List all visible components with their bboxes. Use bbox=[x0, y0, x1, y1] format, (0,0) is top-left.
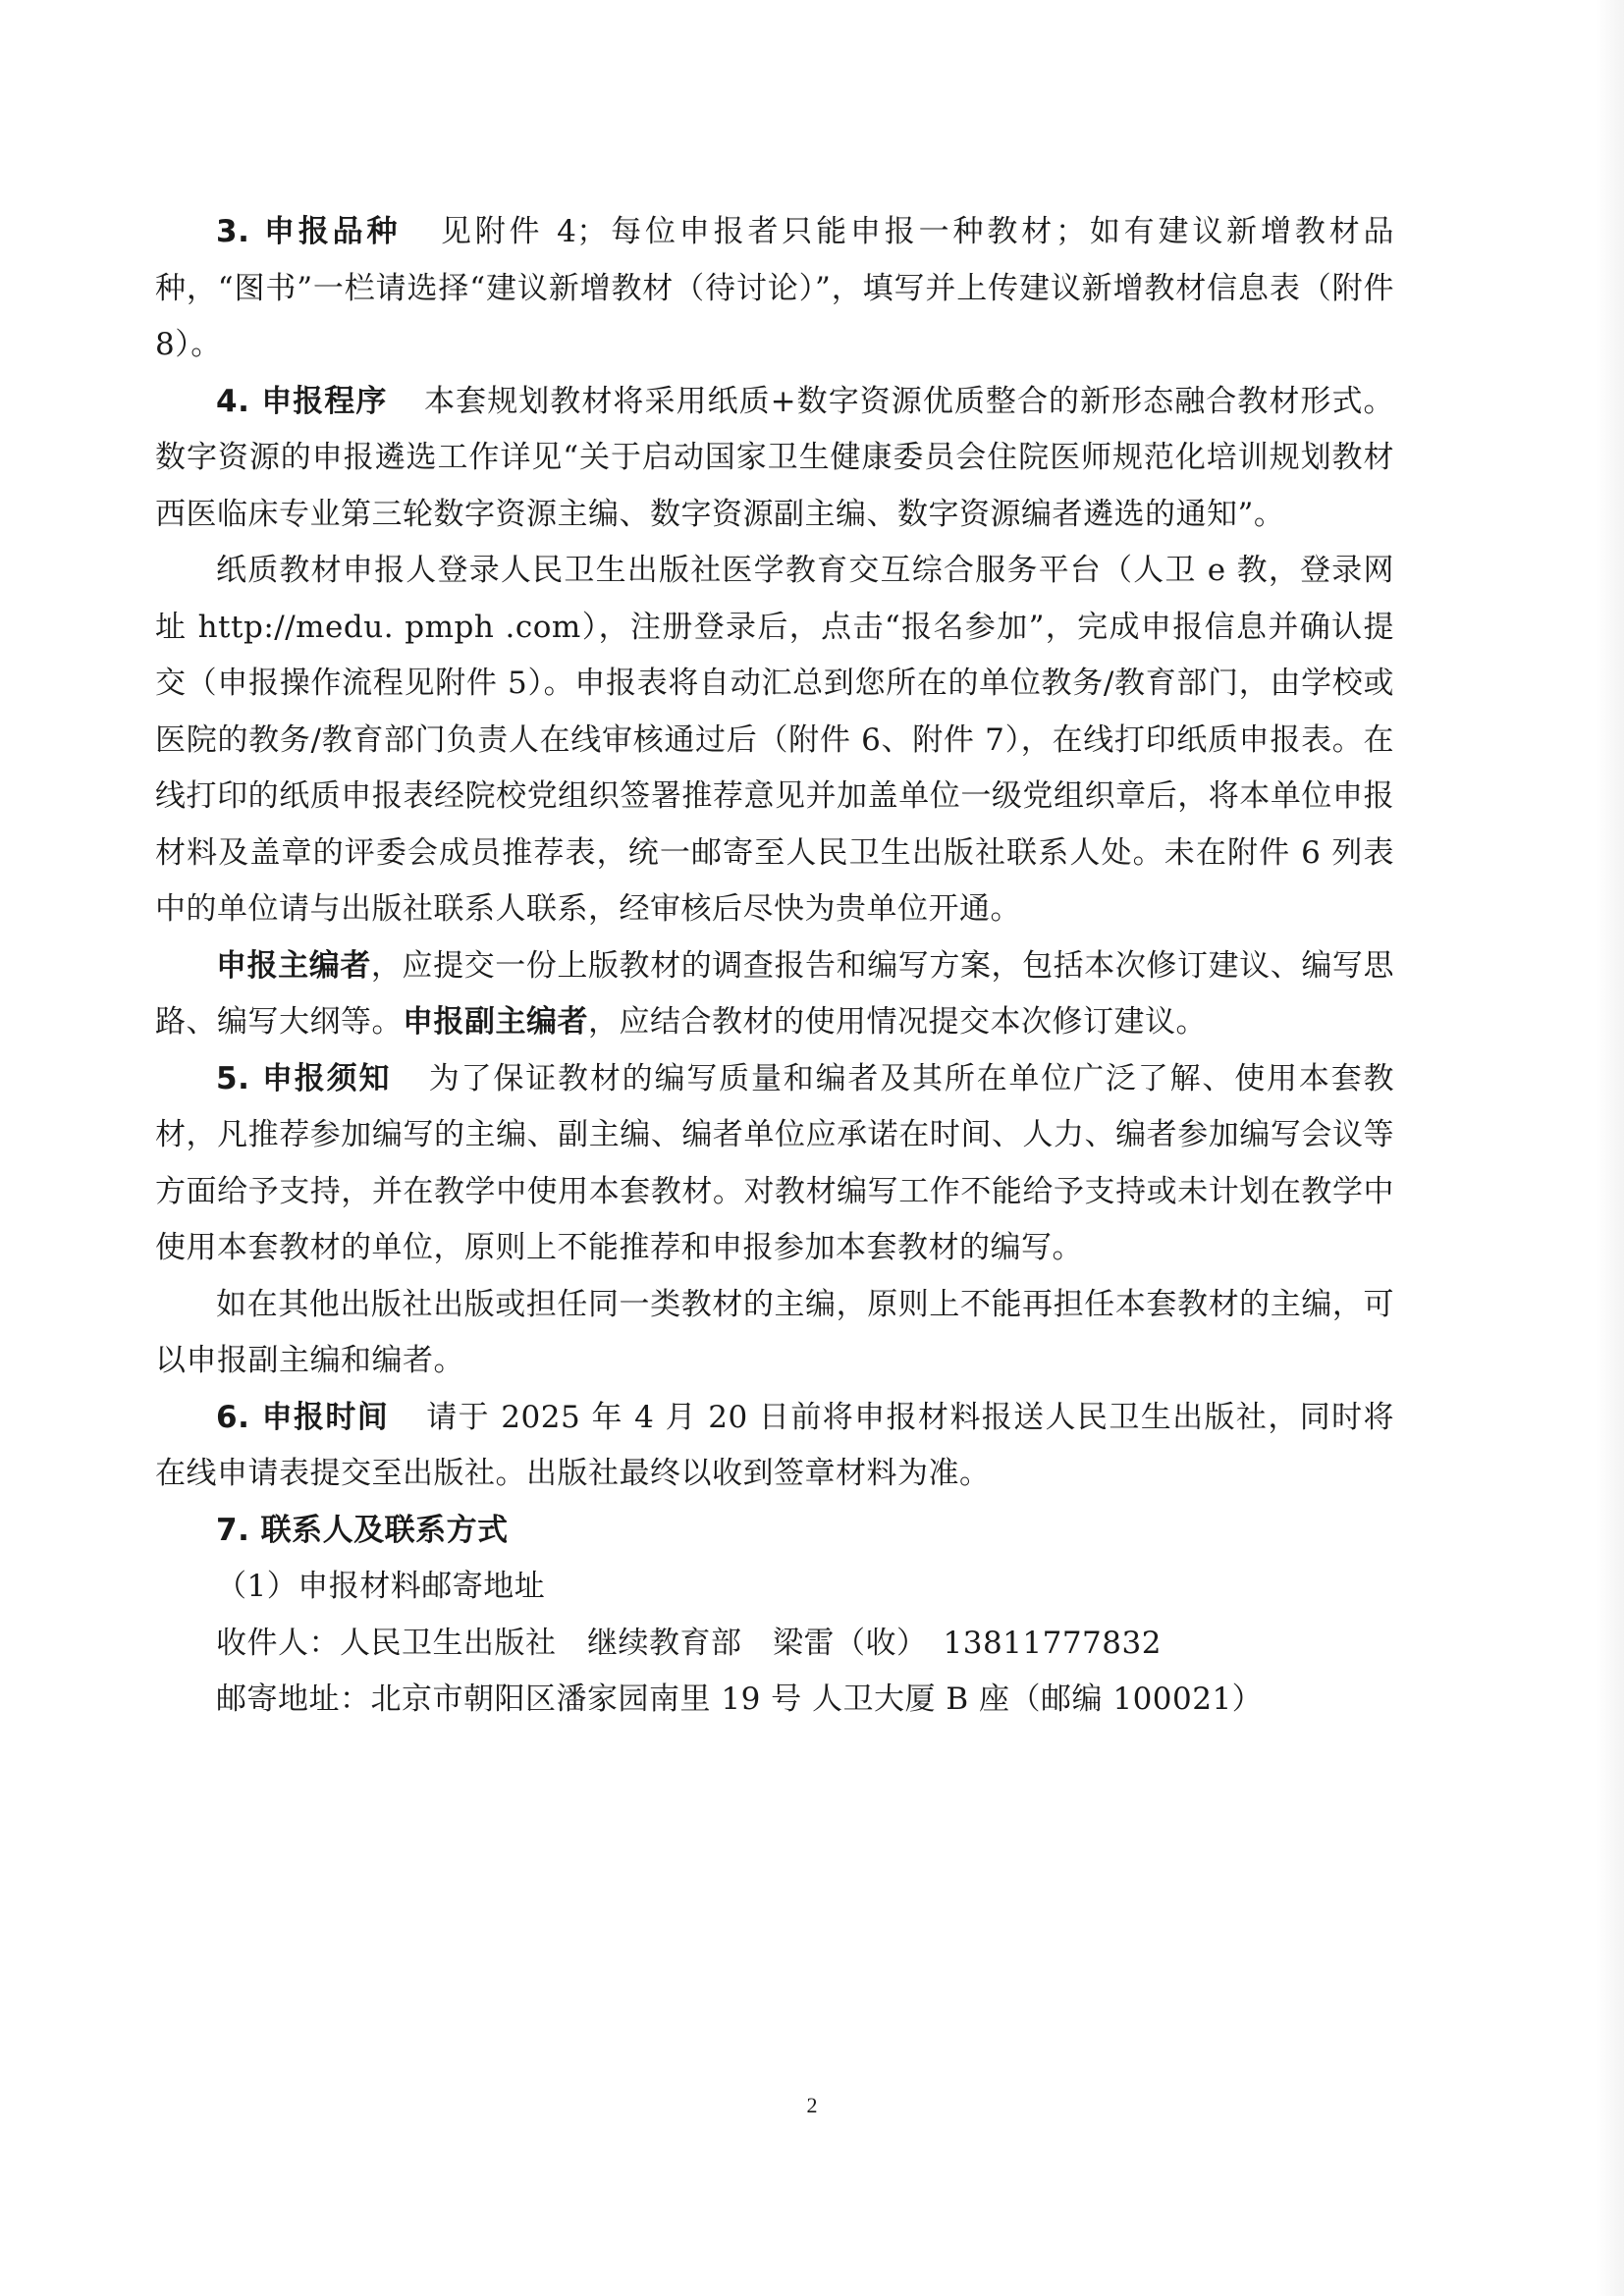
chief-editor-label: 申报主编者 bbox=[216, 947, 371, 984]
section-6-heading: 6. 申报时间 bbox=[216, 1399, 390, 1435]
mailing-address-line: 邮寄地址：北京市朝阳区潘家园南里 19 号 人卫大厦 B 座（邮编 100021） bbox=[216, 1682, 1264, 1717]
document-body bbox=[155, 204, 1394, 1729]
section-4-heading: 4. 申报程序 bbox=[216, 383, 388, 419]
section-7-heading: 7. 联系人及联系方式 bbox=[216, 1512, 509, 1548]
section-6-text: 请于 2025 年 4 月 20 日前将申报材料报送人民卫生出版社，同时将在线申请表提交至出版社。出版社最终以收到签章材料为准。 bbox=[155, 1399, 1395, 1491]
section-3-paragraph bbox=[155, 204, 1394, 374]
section-4-paragraph-2: 纸质教材申报人登录人民卫生出版社医学教育交互综合服务平台（人卫 e 教，登录网址 http://medu. pmph .com），注册登录后，点击“报名参加”，完成申报信息并确认提交（申报操作流程见附件 5）。申报表将自动汇总到您所在的单位教务/教育部门，由学校或医院的教务/教育部门负责人在线审核通过后（附件 6、附件 7），在线打印纸质申报表。在线打印的纸质申报表经院校党组织签署推荐意见并加盖单位一级党组织章后，将本单位申报材料及盖章的评委会成员推荐表，统一邮寄至人民卫生出版社联系人处。未在附件 6 列表中的单位请与出版社联系人联系，经审核后尽快为贵单位开通。 bbox=[155, 553, 1394, 927]
section-3-text: 见附件 4；每位申报者只能申报一种教材；如有建议新增教材品种，“图书”一栏请选择“建议新增教材（待讨论）”，填写并上传建议新增教材信息表（附件 8）。 bbox=[155, 214, 1395, 362]
section-5-heading: 5. 申报须知 bbox=[216, 1060, 392, 1096]
page-number: 2 bbox=[806, 2093, 818, 2117]
section-4-paragraph-3: 申报主编者，应提交一份上版教材的调查报告和编写方案，包括本次修订建议、编写思路、编写大纲等。申报副主编者，应结合教材的使用情况提交本次修订建议。 bbox=[155, 947, 1394, 1040]
section-4-paragraph bbox=[155, 374, 1394, 544]
scan-edge bbox=[1597, 0, 1624, 2296]
section-5-paragraph-2: 如在其他出版社出版或担任同一类教材的主编，原则上不能再担任本套教材的主编，可以申报副主编和编者。 bbox=[155, 1286, 1394, 1378]
section-4-text: 本套规划教材将采用纸质+数字资源优质整合的新形态融合教材形式。数字资源的申报遴选工作详见“关于启动国家卫生健康委员会住院医师规范化培训规划教材西医临床专业第三轮数字资源主编、数字资源副主编、数字资源编者遴选的通知”。 bbox=[155, 383, 1394, 532]
mailing-address-subheading: （1）申报材料邮寄地址 bbox=[216, 1569, 546, 1604]
section-6-paragraph bbox=[155, 1390, 1394, 1503]
section-7-heading-line bbox=[155, 1503, 1394, 1560]
recipient-line: 收件人：人民卫生出版社 继续教育部 梁雷（收） 13811777832 bbox=[216, 1625, 1162, 1661]
section-5-paragraph bbox=[155, 1051, 1394, 1277]
section-5-text: 为了保证教材的编写质量和编者及其所在单位广泛了解、使用本套教材，凡推荐参加编写的主编、副主编、编者单位应承诺在时间、人力、编者参加编写会议等方面给予支持，并在教学中使用本套教材。对教材编写工作不能给予支持或未计划在教学中使用本套教材的单位，原则上不能推荐和申报参加本套教材的编写。 bbox=[155, 1060, 1395, 1265]
section-3-heading: 3. 申报品种 bbox=[216, 214, 402, 249]
deputy-editor-label: 申报副主编者 bbox=[403, 1004, 588, 1040]
